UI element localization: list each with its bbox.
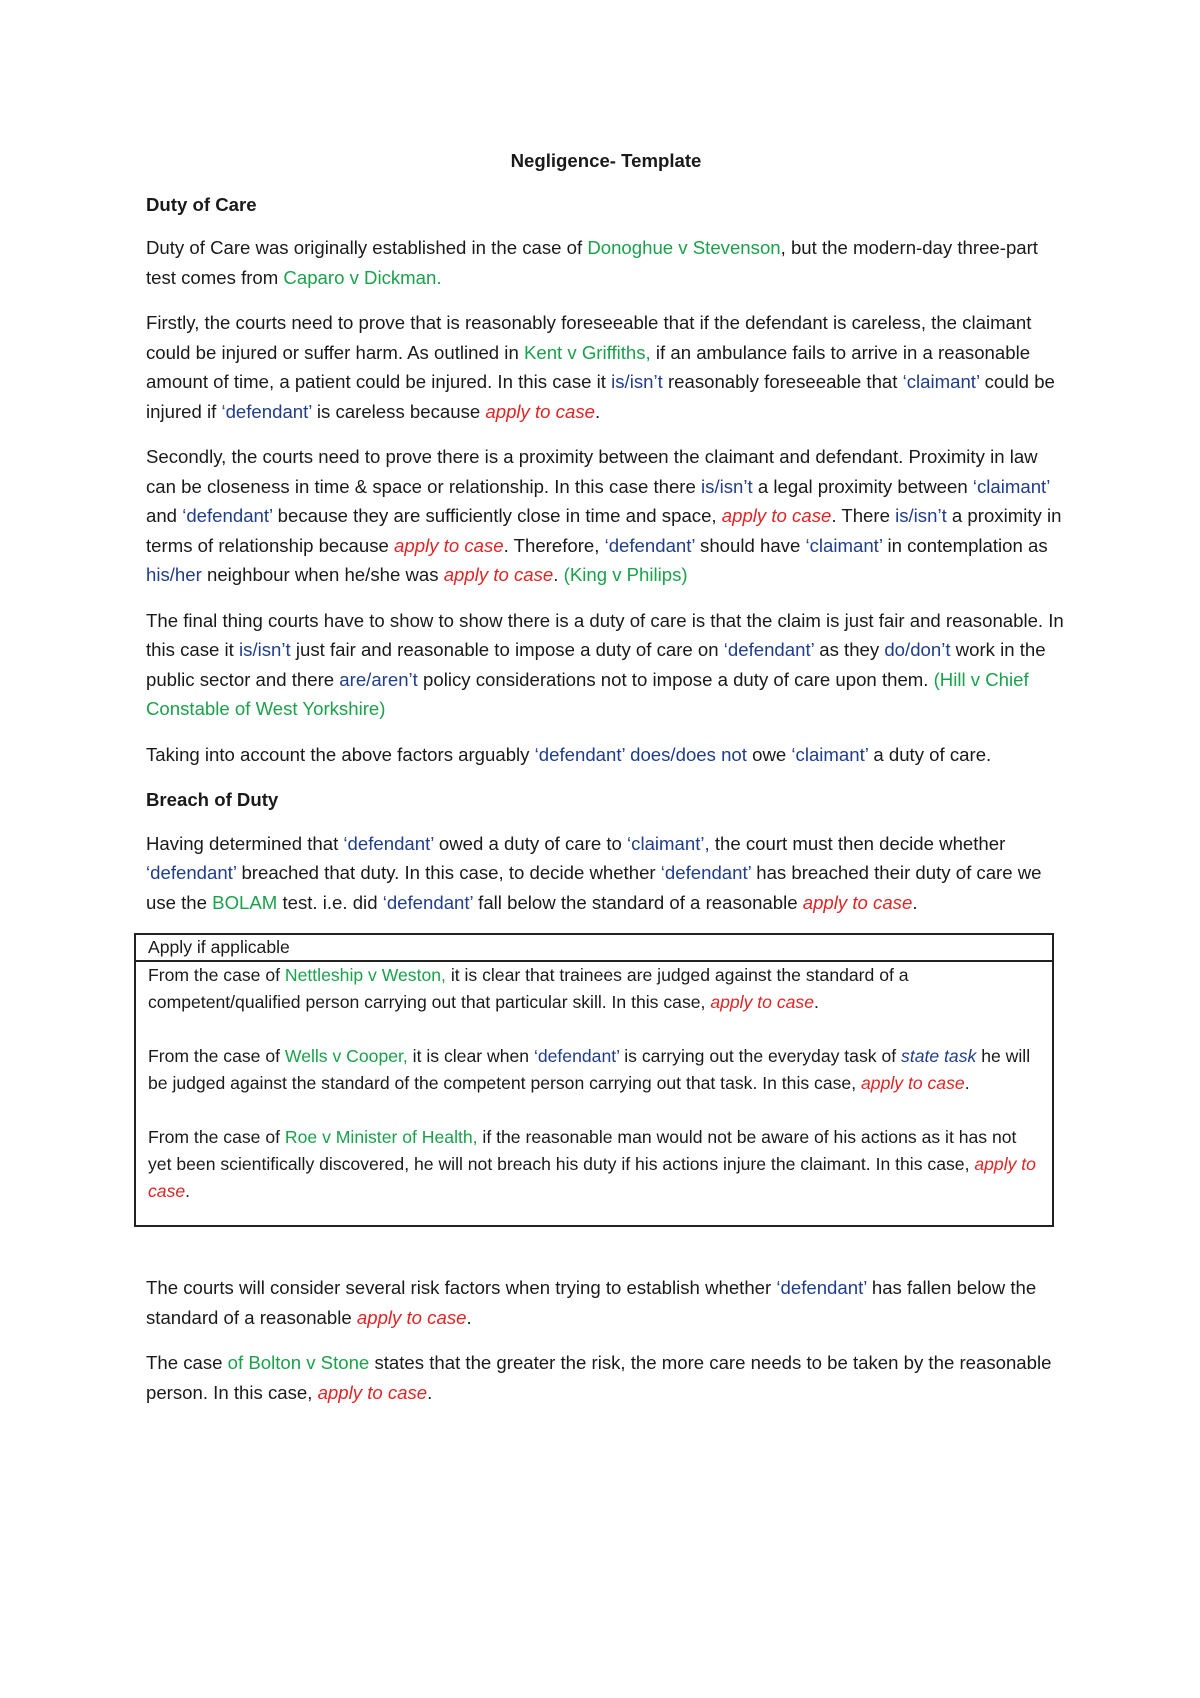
text: Secondly, the courts need to prove there is a proximity between the claimant and defendant. Proximity in law can be closeness in time & space or relationship. In this case there (146, 446, 1038, 497)
section-heading-duty-of-care: Duty of Care (146, 193, 257, 215)
text: states that the greater the risk, the more care needs to be taken by the reasonable person. In this case, (146, 1352, 1052, 1403)
template-variable: is/isn’t (701, 475, 753, 497)
text: work in the public sector and there (146, 639, 1046, 690)
template-variable: ‘defendant’ (382, 891, 473, 913)
text: a proximity in terms of relationship because (146, 505, 1062, 556)
text: he will be judged against the standard of the competent person carrying out that task. In this case, (148, 1046, 1031, 1093)
text: . Therefore, (503, 534, 605, 556)
page-title: Negligence- Template (510, 150, 702, 171)
text: . (553, 564, 564, 585)
template-variable: ‘defendant’ does/does not (534, 743, 747, 765)
text: has fallen below the standard of a reasonable (146, 1277, 1037, 1328)
template-variable: is/isn’t (895, 505, 947, 526)
template-variable: ‘claimant’, (627, 832, 710, 854)
template-variable: ‘defendant’ (723, 639, 815, 660)
text: test. i.e. did (277, 891, 383, 913)
text: . (594, 400, 601, 422)
case-reference: Kent v Griffiths, (523, 341, 651, 363)
apply-placeholder: apply to case (802, 891, 913, 913)
state-task-placeholder: state task (901, 1046, 977, 1066)
apply-placeholder: apply to case (721, 505, 832, 526)
text: could be injured if (146, 371, 1055, 422)
section-heading-breach-of-duty: Breach of Duty (146, 789, 279, 810)
box-paragraph-wells (148, 1043, 1040, 1097)
template-variable: do/don’t (884, 639, 951, 660)
text: . (185, 1181, 191, 1201)
box-header: Apply if applicable (136, 935, 1052, 962)
text: breached that duty. In this case, to decide whether (236, 862, 661, 883)
text: and (146, 505, 183, 526)
template-variable: is/isn’t (239, 639, 291, 660)
box-paragraph-nettleship (148, 962, 1040, 1016)
text: fall below the standard of a reasonable (473, 891, 803, 913)
text: Taking into account the above factors arguably (146, 743, 535, 765)
template-variable: ‘defendant’ (776, 1277, 867, 1298)
apply-placeholder: apply to case (148, 1154, 1036, 1201)
text: . There (831, 505, 896, 526)
apply-placeholder: apply to case (317, 1381, 428, 1403)
box-paragraph-roe (148, 1124, 1040, 1205)
template-variable: ‘claimant’ (972, 475, 1050, 497)
template-variable: ‘claimant’ (902, 371, 980, 392)
text: reasonably foreseeable that (662, 371, 903, 392)
text: is carrying out the everyday task of (619, 1046, 902, 1066)
template-variable: is/isn’t (611, 371, 663, 392)
text: From the case of (148, 1046, 285, 1066)
case-reference: Donoghue v Stevenson (587, 237, 781, 258)
text: policy considerations not to impose a duty of care upon them. (417, 668, 934, 690)
text: as they (814, 639, 885, 660)
paragraph-fair-reasonable (146, 606, 1066, 724)
text: a duty of care. (868, 743, 992, 765)
text: it is clear when (407, 1046, 534, 1066)
template-variable: are/aren’t (339, 668, 418, 690)
template-variable: ‘claimant’ (805, 534, 883, 556)
apply-placeholder: apply to case (356, 1306, 467, 1328)
text: , but the modern-day three-part test comes from (146, 237, 1038, 288)
text: if an ambulance fails to arrive in a reasonable amount of time, a patient could be injured. In this case it (146, 341, 1031, 392)
paragraph-bolton (146, 1348, 1066, 1407)
apply-placeholder: apply to case (485, 400, 595, 422)
text: Firstly, the courts need to prove that is reasonably foreseeable that if the defendant is careless, the claimant could be injured or suffer harm. As outlined in (146, 312, 1032, 363)
paragraph-risk-factors (146, 1273, 1066, 1332)
text: . (964, 1073, 970, 1093)
case-reference: Roe v Minister of Health, (284, 1127, 478, 1147)
box-body (136, 962, 1052, 1225)
template-variable: ‘defendant’ (343, 832, 434, 854)
text: a legal proximity between (752, 475, 973, 497)
text: if the reasonable man would not be aware of his actions as it has not yet been scientifically discovered, he will not breach his duty if his actions injure the claimant. In this case, (148, 1127, 1017, 1174)
apply-placeholder: apply to case (861, 1073, 965, 1093)
text: The courts will consider several risk factors when trying to establish whether (146, 1277, 777, 1298)
text: Duty of Care was originally established in the case of (146, 237, 588, 258)
text: . (912, 891, 918, 913)
apply-placeholder: apply to case (443, 564, 554, 585)
template-variable: ‘claimant’ (791, 743, 869, 765)
text: From the case of (148, 965, 285, 985)
text: should have (694, 534, 806, 556)
document-body (146, 146, 1066, 1423)
template-variable: ‘defendant’ (660, 862, 752, 883)
template-variable: ‘defendant’ (604, 534, 695, 556)
paragraph-breach-intro (146, 829, 1066, 918)
text: From the case of (148, 1127, 285, 1147)
template-variable: ‘defendant’ (182, 505, 273, 526)
text: Having determined that (146, 832, 344, 854)
text: the court must then decide whether (709, 832, 1006, 854)
apply-placeholder: apply to case (710, 992, 814, 1012)
template-variable: his/her (146, 564, 202, 585)
text: has breached their duty of care we use the (146, 862, 1042, 913)
case-reference: of Bolton v Stone (227, 1352, 370, 1373)
text: just fair and reasonable to impose a duty of care on (290, 639, 724, 660)
paragraph-foreseeability (146, 308, 1066, 426)
apply-placeholder: apply to case (394, 534, 504, 556)
template-variable: ‘defendant’ (221, 400, 312, 422)
paragraph-duty-intro (146, 233, 1066, 292)
text: neighbour when he/she was (201, 564, 444, 585)
text: The final thing courts have to show to show there is a duty of care is that the claim is just fair and reasonable. In this case it (146, 609, 1064, 660)
case-reference: (King v Philips) (563, 564, 688, 585)
case-reference: (Hill v Chief Constable of West Yorkshire) (146, 668, 1029, 719)
text: it is clear that trainees are judged against the standard of a competent/qualified person carrying out that particular skill. In this case, (148, 965, 909, 1012)
template-variable: ‘defendant’ (533, 1046, 620, 1066)
paragraph-duty-conclusion (146, 740, 1066, 770)
text: owe (746, 743, 792, 765)
text: because they are sufficiently close in time and space, (272, 505, 722, 526)
text: in contemplation as (882, 534, 1048, 556)
paragraph-proximity (146, 442, 1066, 590)
case-reference: Wells v Cooper, (284, 1046, 408, 1066)
template-variable: ‘defendant’ (146, 862, 237, 883)
case-reference: Nettleship v Weston, (284, 965, 446, 985)
case-reference: BOLAM (212, 891, 278, 913)
text: . (814, 992, 819, 1012)
text: . (466, 1306, 472, 1328)
text: . (427, 1381, 433, 1403)
apply-if-applicable-box (134, 933, 1054, 1227)
case-reference: Caparo v Dickman. (283, 266, 442, 288)
text: The case (146, 1352, 228, 1373)
text: is careless because (311, 400, 486, 422)
text: owed a duty of care to (433, 832, 628, 854)
